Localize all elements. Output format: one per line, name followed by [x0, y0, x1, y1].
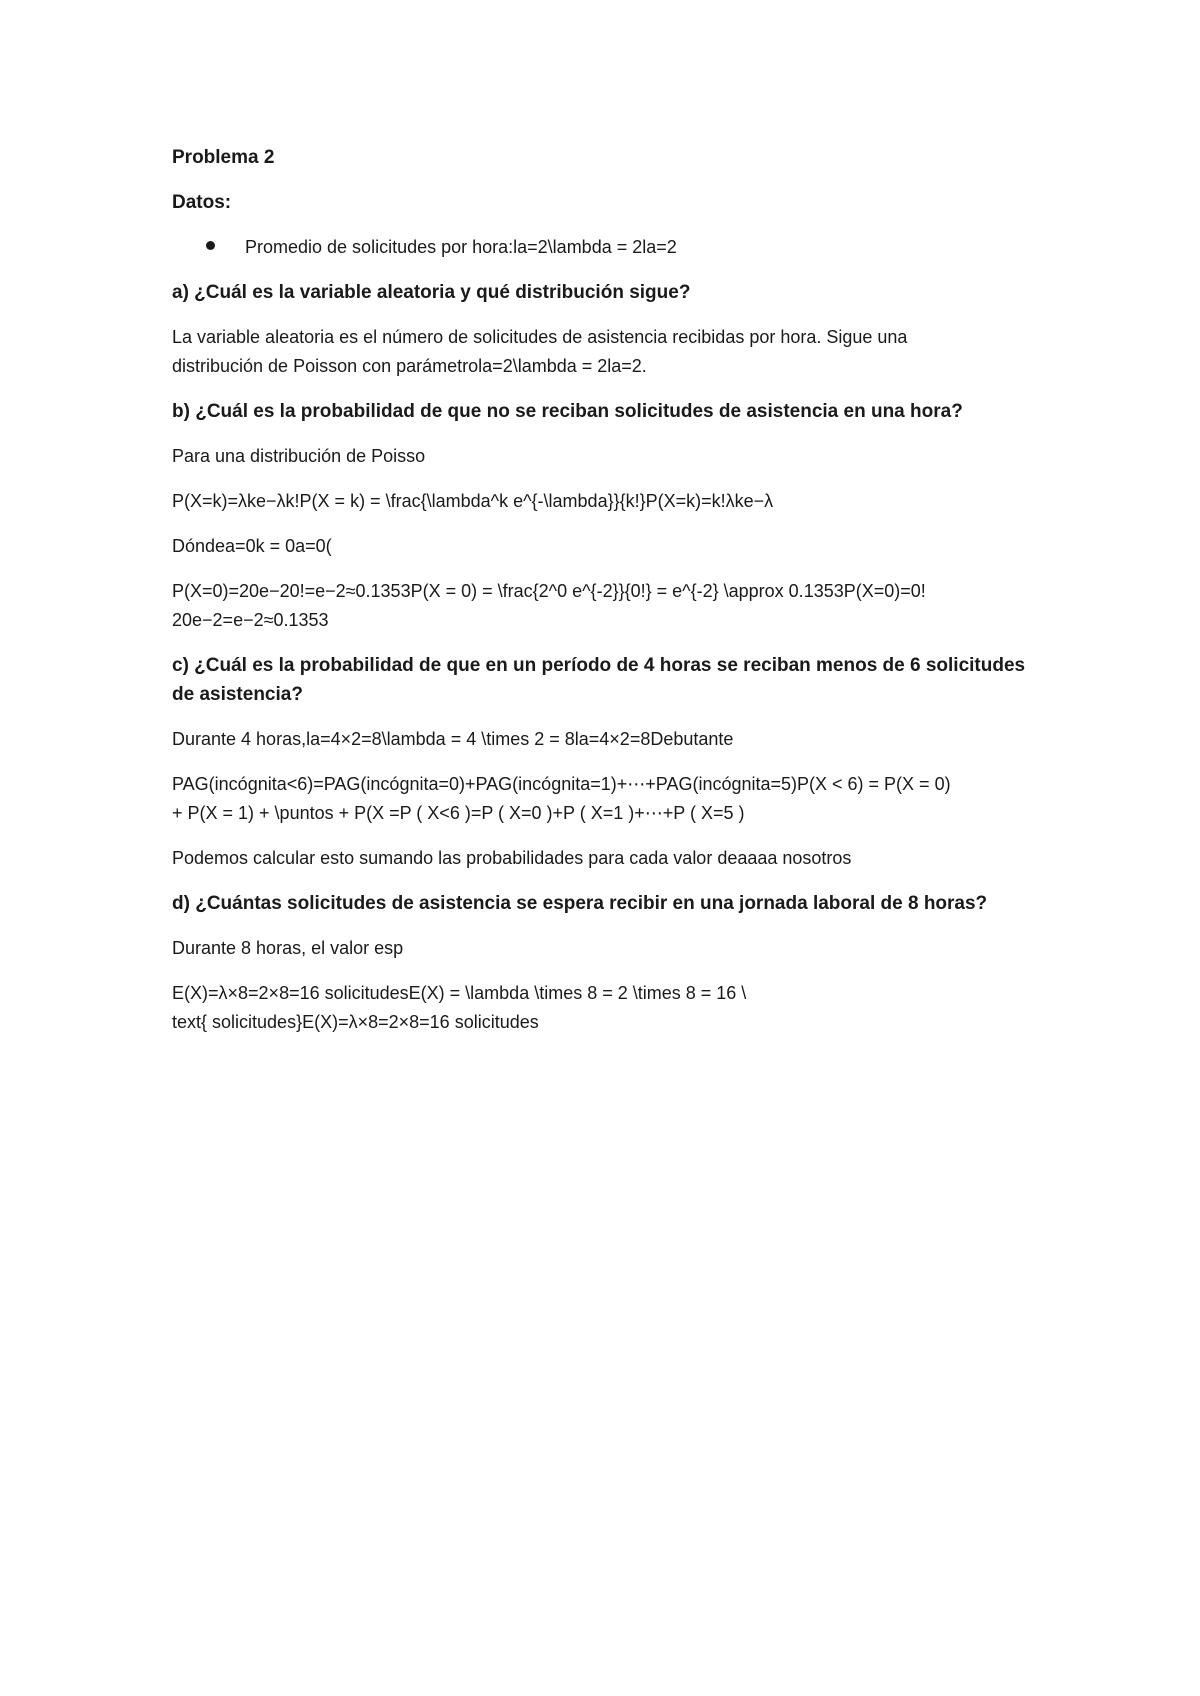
- answer-a: [172, 323, 1052, 381]
- question-b: b) ¿Cuál es la probabilidad de que no se reciban solicitudes de asistencia en una hora?: [172, 401, 963, 422]
- answer-c-sum-line-1: PAG(incógnita<6)=PAG(incógnita=0)+PAG(incógnita=1)+⋯+PAG(incógnita=5)P(X < 6) = P(X = 0): [172, 774, 951, 794]
- answer-b-result-line-1: P(X=0)=20e−20!=e−2≈0.1353P(X = 0) = \frac{2^0 e^{-2}}{0!} = e^{-2} \approx 0.1353P(X=0)=0!: [172, 581, 926, 601]
- answer-b-formula: P(X=k)=λke−λk!P(X = k) = \frac{\lambda^k e^{-\lambda}}{k!}P(X=k)=k!λke−λ: [172, 491, 774, 511]
- answer-c-sum-line-2: + P(X = 1) + \puntos + P(X =P ( X<6 )=P ( X=0 )+P ( X=1 )+⋯+P ( X=5 ): [172, 803, 745, 823]
- answer-d-result-line-1: E(X)=λ×8=2×8=16 solicitudesE(X) = \lambda \times 8 = 2 \times 8 = 16 \: [172, 983, 747, 1003]
- document-title: Problema 2: [172, 147, 275, 168]
- answer-a-line-2: distribución de Poisson con parámetrola=2\lambda = 2la=2.: [172, 356, 647, 376]
- question-d: d) ¿Cuántas solicitudes de asistencia se espera recibir en una jornada laboral de 8 horas?: [172, 893, 988, 914]
- question-c-line-1: c) ¿Cuál es la probabilidad de que en un período de 4 horas se reciban menos de 6 solicitudes: [172, 655, 1026, 676]
- answer-b-intro: Para una distribución de Poisso: [172, 446, 426, 466]
- bullet-item: [172, 233, 1052, 262]
- answer-c-lambda: Durante 4 horas,la=4×2=8\lambda = 4 \times 2 = 8la=4×2=8Debutante: [172, 729, 734, 749]
- answer-c-sum: [172, 770, 1052, 828]
- answer-d-intro: Durante 8 horas, el valor esp: [172, 938, 404, 958]
- question-c-line-2: de asistencia?: [172, 684, 303, 705]
- document-page: [172, 143, 1052, 1037]
- answer-d-result: [172, 979, 1052, 1037]
- answer-a-line-1: La variable aleatoria es el número de solicitudes de asistencia recibidas por hora. Sigue una: [172, 327, 908, 347]
- answer-b-result-line-2: 20e−2=e−2≈0.1353: [172, 610, 329, 630]
- datos-heading: Datos:: [172, 192, 232, 213]
- answer-b-donde: Dóndea=0k = 0a=0(: [172, 536, 332, 556]
- question-a: a) ¿Cuál es la variable aleatoria y qué distribución sigue?: [172, 282, 691, 303]
- bullet-text: Promedio de solicitudes por hora:la=2\lambda = 2la=2: [245, 237, 677, 257]
- bullet-dot-icon: [206, 241, 215, 250]
- answer-d-result-line-2: text{ solicitudes}E(X)=λ×8=2×8=16 solicitudes: [172, 1012, 539, 1032]
- question-c: [172, 651, 1052, 709]
- answer-c-note: Podemos calcular esto sumando las probabilidades para cada valor deaaaa nosotros: [172, 848, 852, 868]
- answer-b-result: [172, 577, 1052, 635]
